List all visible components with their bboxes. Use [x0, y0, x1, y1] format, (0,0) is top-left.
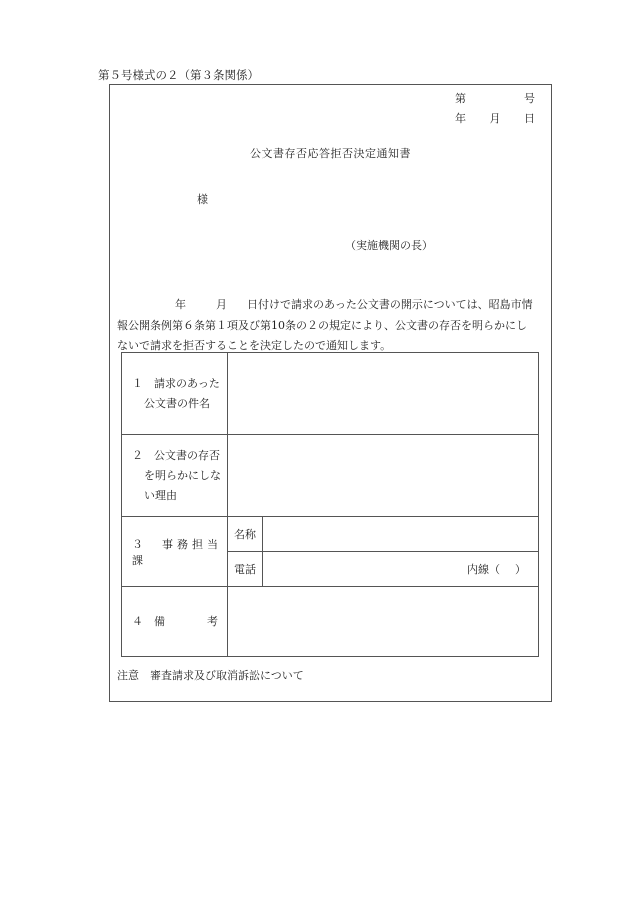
- document-date: [455, 110, 535, 126]
- addressee-suffix: 様: [197, 193, 208, 206]
- extension-close: ）: [515, 563, 526, 576]
- department-phone-value[interactable]: [263, 552, 539, 587]
- department-phone-label: 電話: [228, 552, 263, 587]
- date-year: 年: [455, 112, 466, 125]
- body-year: 年: [175, 298, 186, 311]
- body-line-1: [117, 295, 547, 316]
- table-row: [122, 587, 539, 657]
- date-day: 日: [524, 112, 535, 125]
- refusal-reason-label-line-2: を明らかにしな: [144, 468, 221, 482]
- department-name-label: 名称: [228, 517, 263, 552]
- form-label: 第５号様式の２（第３条関係）: [98, 68, 259, 82]
- body-month: 月: [216, 298, 227, 311]
- table-row: [122, 517, 539, 552]
- agency-name: （実施機関の長）: [345, 239, 433, 252]
- table-row: [122, 435, 539, 517]
- extension-label: 内線（: [467, 563, 500, 576]
- remarks-label-text: 考: [207, 614, 218, 628]
- extension-field: [263, 561, 538, 577]
- document-title: 公文書存否応答拒否決定通知書: [250, 147, 411, 160]
- request-title-value[interactable]: [228, 353, 539, 435]
- remarks-value[interactable]: [228, 587, 539, 657]
- department-name-value[interactable]: [263, 517, 539, 552]
- request-title-label: [122, 353, 228, 435]
- remarks-label-number: ４ 備: [132, 614, 165, 628]
- number-prefix: 第: [455, 92, 466, 105]
- document-number: [455, 90, 535, 106]
- remarks-label-wrap: [132, 612, 218, 632]
- request-title-label-line-1: １ 請求のあった: [132, 376, 220, 390]
- number-suffix: 号: [524, 92, 535, 105]
- body-line-2: 報公開条例第６条第１項及び第10条の２の規定により、公文書の存否を明らかにし: [117, 318, 527, 332]
- department-label: ３ 事務担当課: [122, 517, 228, 587]
- table-row: [122, 353, 539, 435]
- details-table: [121, 352, 539, 657]
- refusal-reason-label-line-1: ２ 公文書の存否: [132, 448, 220, 462]
- refusal-reason-label: [122, 435, 228, 517]
- note-text: 注意 審査請求及び取消訴訟について: [117, 669, 304, 682]
- date-month: 月: [489, 112, 501, 125]
- refusal-reason-value[interactable]: [228, 435, 539, 517]
- refusal-reason-label-line-3: い理由: [144, 488, 177, 502]
- body-line-3: ないで請求を拒否することを決定したので通知します。: [117, 339, 392, 352]
- request-title-label-line-2: 公文書の件名: [144, 396, 210, 410]
- notice-body: [117, 295, 547, 357]
- body-line-1-rest: 日付けで請求のあった公文書の開示については、昭島市情: [247, 298, 533, 311]
- remarks-label: [122, 587, 228, 657]
